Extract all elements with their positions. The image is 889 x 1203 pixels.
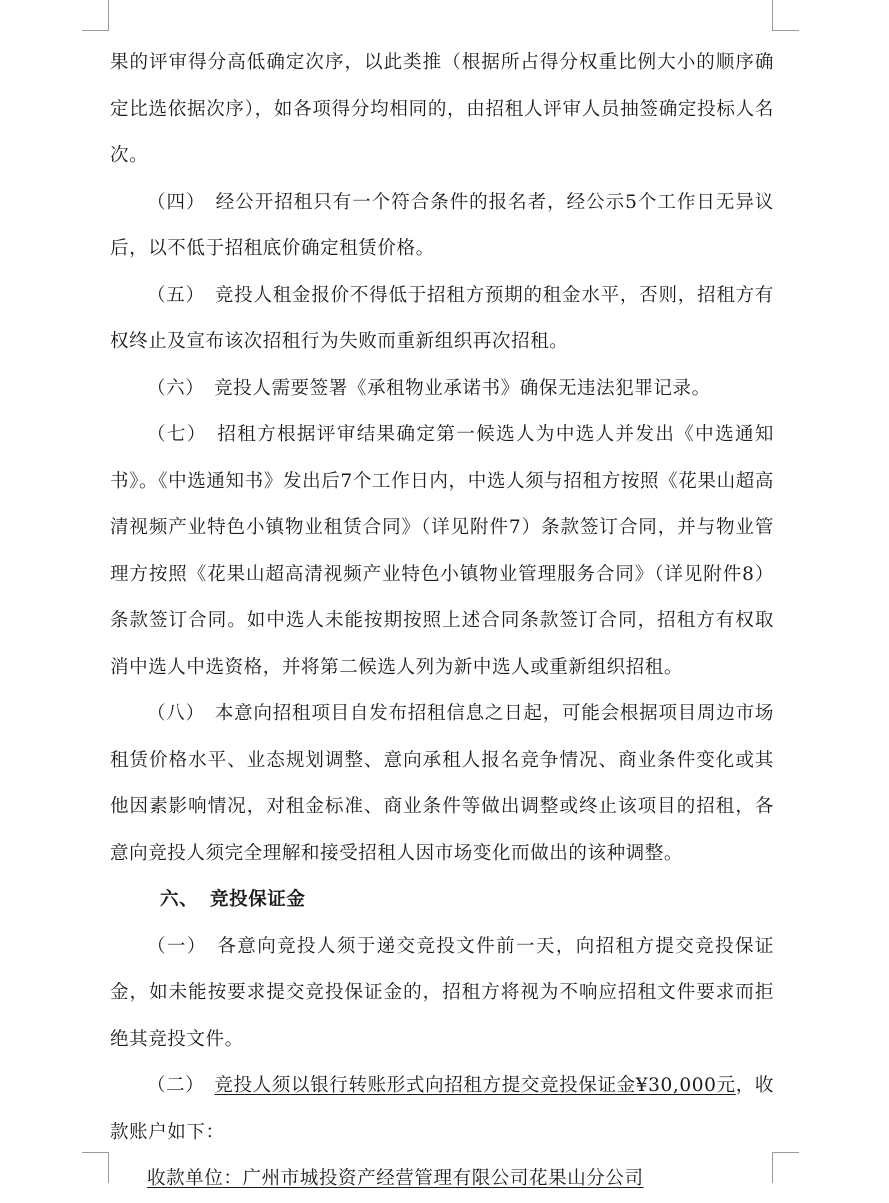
deposit-item-1: （一） 各意向竞投人须于递交竞投文件前一天，向招租方提交竞投保证金，如未能按要求提交竞投保证金的，招租方将视为不响应招租文件要求而拒绝其竞投文件。 xyxy=(110,935,774,1050)
crop-mark-bottom-left xyxy=(82,1152,109,1183)
section-title: 竞投保证金 xyxy=(210,889,306,910)
payee-text: 收款单位：广州市城投资产经营管理有限公司花果山分公司 xyxy=(147,1168,644,1189)
paragraph-item-4: （四） 经公开招租只有一个符合条件的报名者，经公示5个工作日无异议后，以不低于招租底价确定租赁价格。 xyxy=(110,191,774,259)
paragraph-item-7: （七） 招租方根据评审结果确定第一候选人为中选人并发出《中选通知书》。《中选通知书》发出后7个工作日内，中选人须与招租方按照《花果山超高清视频产业特色小镇物业租赁合同》（详见附件7）条款签订合同，并与物业管理方按照《花果山超高清视频产业特色小镇物业管理服务合同》（详见附件8）条款签订合同。如中选人未能按期按照上述合同条款签订合同，招租方有权取消中选人中选资格，并将第二候选人列为新中选人或重新组织招租。 xyxy=(110,424,774,678)
paragraph-item-6: （六） 竞投人需要签署《承租物业承诺书》确保无违法犯罪记录。 xyxy=(147,377,711,399)
document-body xyxy=(110,40,774,1203)
section-heading-deposit xyxy=(110,877,774,924)
deposit-amount-underlined: 竞投人须以银行转账形式向招租方提交竞投保证金¥30,000元 xyxy=(214,1075,736,1096)
payee-line xyxy=(110,1156,774,1203)
paragraph-item-8: （八） 本意向招租项目自发布招租信息之日起，可能会根据项目周边市场租赁价格水平、业态规划调整、意向承租人报名竞争情况、商业条件变化或其他因素影响情况，对租金标准、商业条件等做出调整或终止该项目的招租，各意向竞投人须完全理解和接受招租人因市场变化而做出的该种调整。 xyxy=(110,703,774,864)
paragraph-item-5: （五） 竞投人租金报价不得低于招租方预期的租金水平，否则，招租方有权终止及宣布该次招租行为失败而重新组织再次招租。 xyxy=(110,284,774,352)
section-number: 六、 xyxy=(160,889,199,910)
crop-mark-top-right xyxy=(772,0,799,31)
deposit-item-2-prefix: （二） xyxy=(147,1075,215,1096)
deposit-item-2-suffix: ，收款账户如下： xyxy=(110,1075,774,1143)
crop-mark-top-left xyxy=(82,0,109,31)
paragraph-continued: 果的评审得分高低确定次序，以此类推（根据所占得分权重比例大小的顺序确定比选依据次序），如各项得分均相同的，由招租人评审人员抽签确定投标人名次。 xyxy=(110,52,774,166)
crop-mark-bottom-right xyxy=(772,1152,799,1183)
deposit-item-2 xyxy=(110,1063,774,1156)
